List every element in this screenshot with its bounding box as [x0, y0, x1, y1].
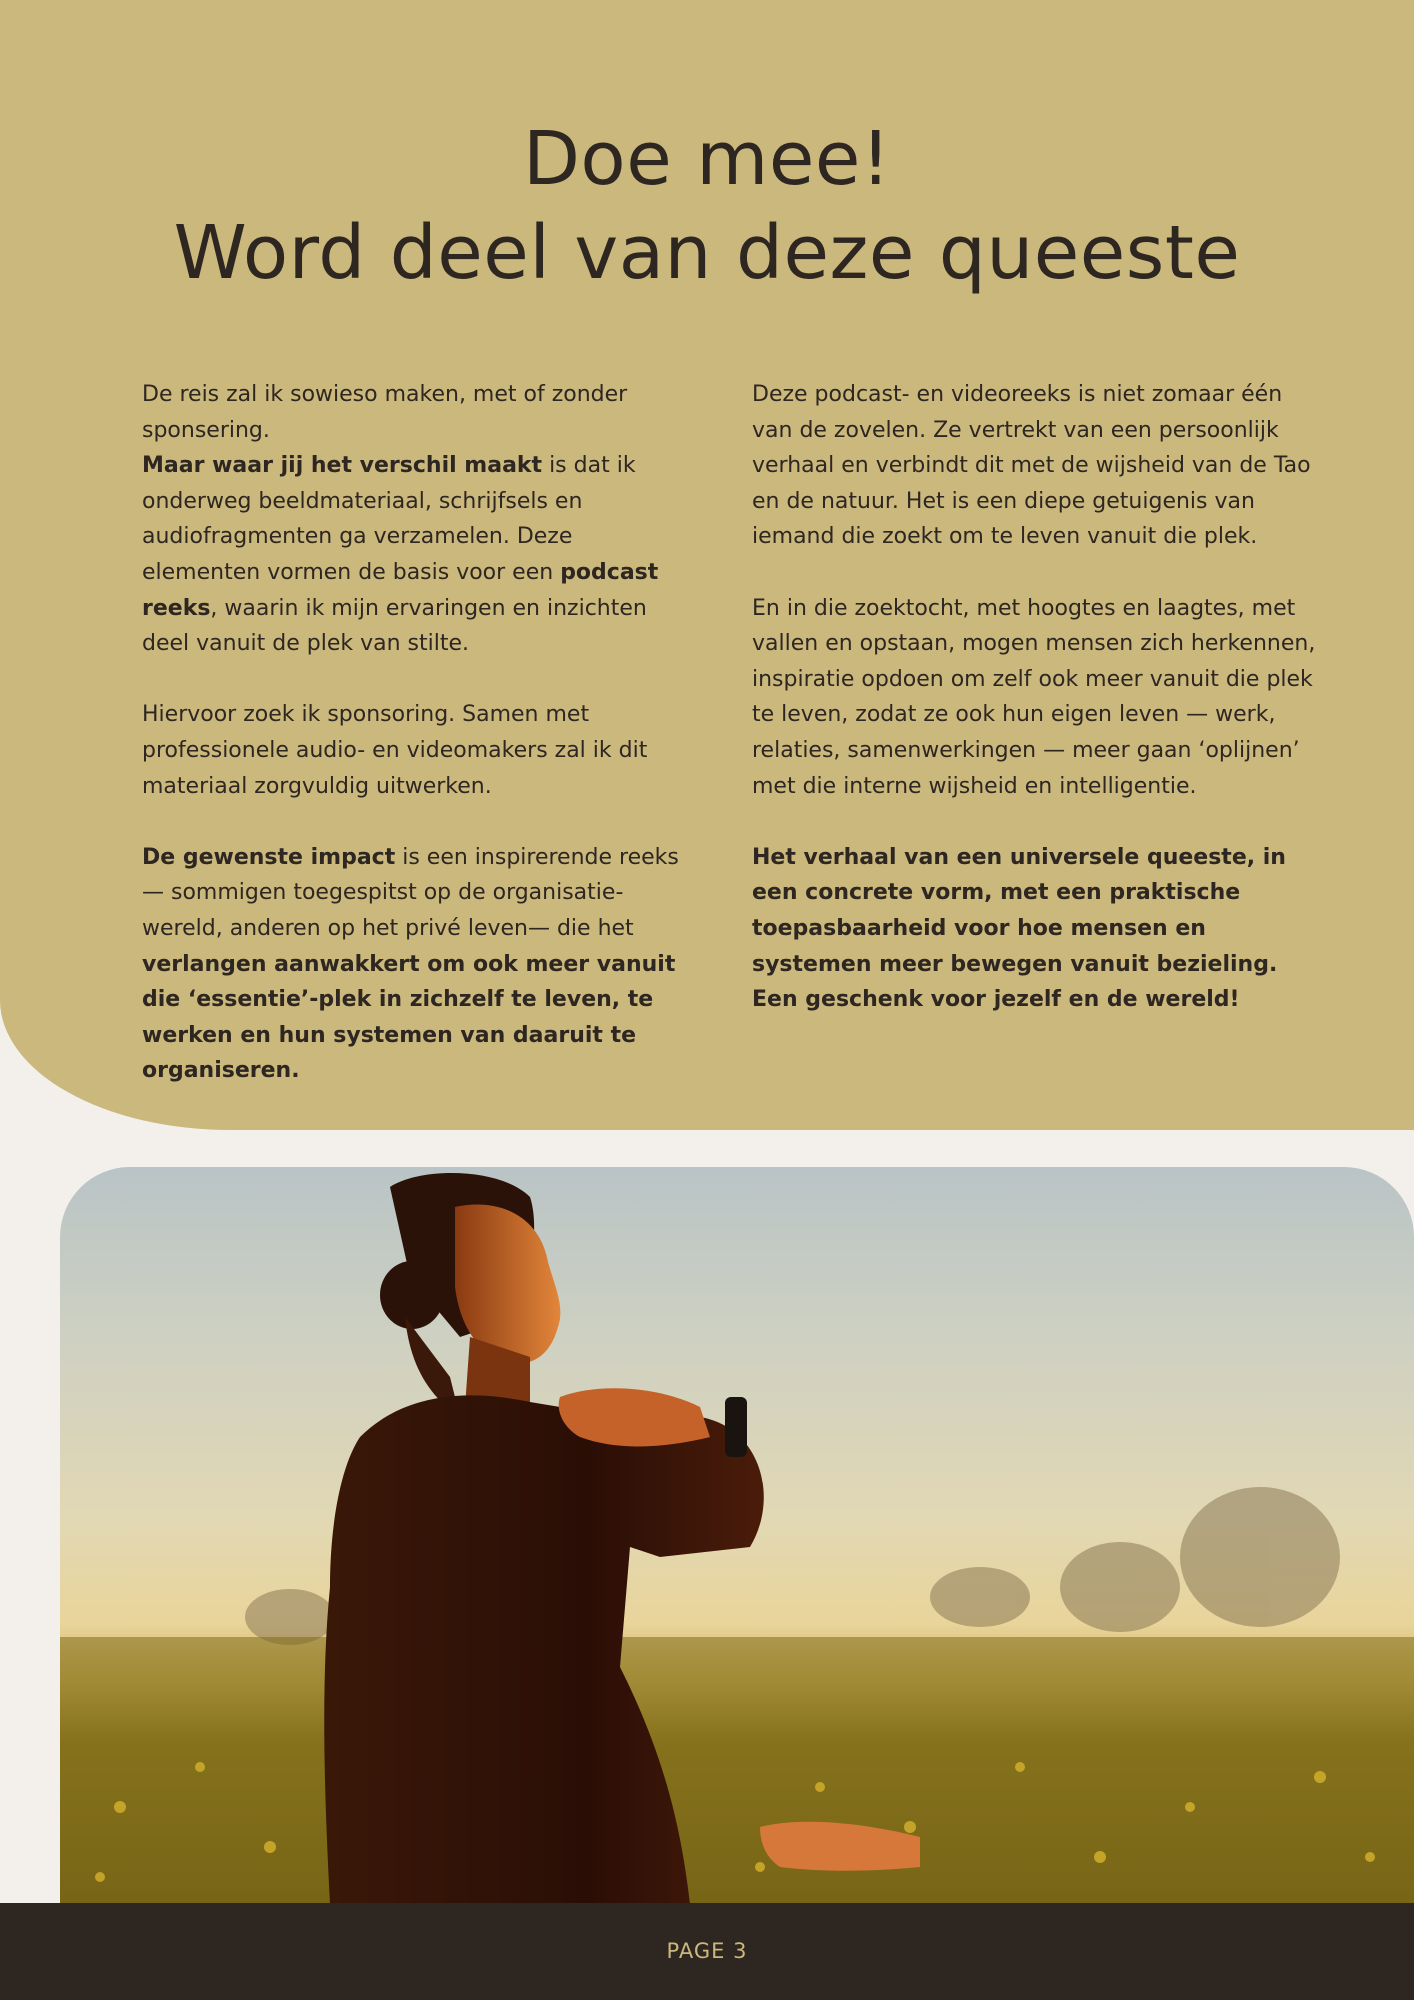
title-line-1: Doe mee! [522, 116, 892, 202]
page-title [0, 112, 1414, 300]
right-paragraph-3 [752, 840, 1317, 1018]
page-footer [0, 1903, 1414, 2000]
photo-illustration [60, 1167, 1414, 1904]
paragraph-text: is dat ik onderweg beeldmateriaal, schrijfsels en audiofragmenten ga verzamelen. Deze elementen vormen de basis voor een [142, 453, 636, 585]
page-number: PAGE 3 [666, 1939, 748, 1963]
paragraph-text: De reis zal ik sowieso maken, met of zonder sponsering. [142, 382, 628, 443]
emphasis-text: De gewenste impact [142, 844, 396, 870]
left-paragraph-1 [142, 377, 687, 662]
emphasis-text: verlangen aanwakkert om ook meer vanuit die ‘essentie’-plek in zichzelf te leven, te werken en hun systemen van daaruit te organiseren. [142, 951, 676, 1084]
right-paragraph-1: Deze podcast- en videoreeks is niet zomaar één van de zovelen. Ze vertrekt van een persoonlijk verhaal en verbindt dit met de wijsheid van de Tao en de natuur. Het is een diepe getuigenis van iemand die zoekt om te leven vanuit die plek. [752, 382, 1311, 550]
left-text-column [142, 377, 687, 1124]
right-paragraph-2: En in die zoektocht, met hoogtes en laagtes, met vallen en opstaan, mogen mensen zich herkennen, inspiratie opdoen om zelf ook meer vanuit die plek te leven, zodat ze ook hun eigen leven — werk, relaties, samenwerkingen — meer gaan ‘oplijnen’ met die interne wijsheid en intelligentie. [752, 595, 1316, 799]
right-text-column [752, 377, 1317, 1053]
paragraph-text: , waarin ik mijn ervaringen en inzichten deel vanuit de plek van stilte. [142, 595, 647, 657]
hero-photo [60, 1167, 1414, 1904]
title-line-2: Word deel van deze queeste [173, 210, 1241, 296]
left-paragraph-3 [142, 840, 687, 1089]
emphasis-text: Maar waar jij het verschil maakt [142, 453, 543, 479]
left-paragraph-2: Hiervoor zoek ik sponsoring. Samen met professionele audio- en videomakers zal ik dit materiaal zorgvuldig uitwerken. [142, 702, 648, 799]
emphasis-text: podcast reeks [142, 559, 659, 621]
emphasis-text: Het verhaal van een universele queeste, in een concrete vorm, met een praktische toepasbaarheid voor hoe mensen en systemen meer bewegen vanuit bezieling. Een geschenk voor jezelf en de wereld! [752, 844, 1286, 1013]
paragraph-text: is een inspirerende reeks — sommigen toegespitst op de organisatie-wereld, anderen op het privé leven— die het [142, 844, 679, 941]
